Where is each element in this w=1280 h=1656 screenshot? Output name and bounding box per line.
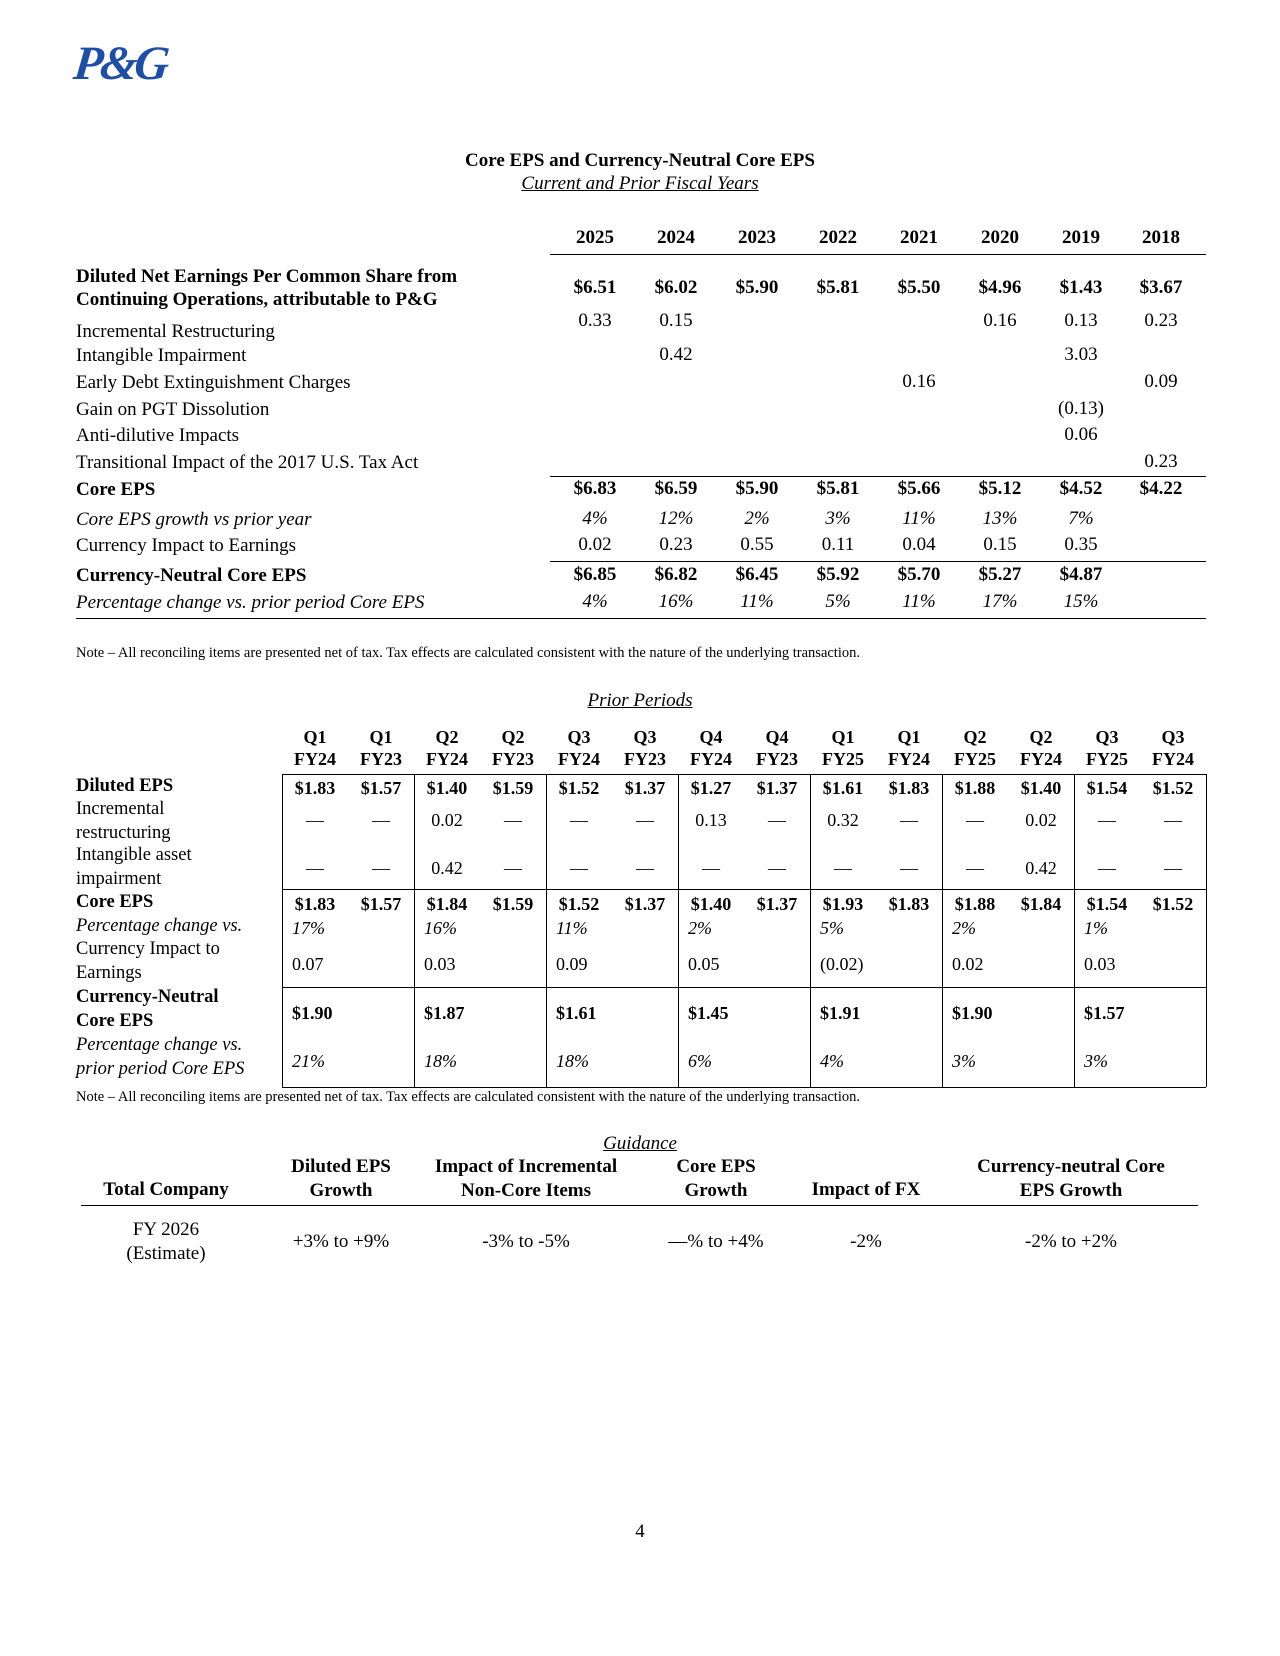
col-fiscal-year: FY24 [888, 749, 930, 769]
cell-cnpct: 4% [820, 1051, 844, 1071]
row-label: Transitional Impact of the 2017 U.S. Tax Act [76, 452, 419, 473]
guidance-header: Total Company [103, 1179, 229, 1200]
row-value: $4.96 [978, 277, 1022, 298]
cell-core: $1.83 [294, 894, 336, 914]
section2-title: Prior Periods [587, 690, 693, 711]
row-value: 0.23 [659, 534, 693, 555]
cell-impairment: — [1098, 858, 1116, 878]
guidance-value: FY 2026 (Estimate) [126, 1219, 206, 1264]
col-quarter: Q3 [567, 727, 591, 747]
cell-restructuring: — [966, 810, 984, 830]
cell-core: $1.57 [360, 894, 402, 914]
row-value: 4% [582, 591, 608, 612]
cell-cnpct: 3% [952, 1051, 976, 1071]
year-2025: 2025 [576, 227, 614, 248]
row-label: Core EPS [76, 479, 156, 500]
col-fiscal-year: FY23 [360, 749, 402, 769]
col-quarter: Q1 [303, 727, 327, 747]
row-label-diluted: Diluted EPS [76, 776, 174, 796]
cell-impairment: — [1164, 858, 1182, 878]
guidance-header: Impact of Incremental Non-Core Items [434, 1156, 618, 1201]
row-value: $3.67 [1139, 277, 1183, 298]
guidance-header: Impact of FX [811, 1179, 921, 1200]
row-label-cn: Currency-Neutral Core EPS [76, 987, 219, 1031]
page-number: 4 [635, 1521, 645, 1542]
row-label-core: Core EPS [76, 892, 154, 912]
cell-currency: 0.09 [556, 954, 588, 974]
cell-restructuring: — [636, 810, 654, 830]
row-value: $6.83 [573, 478, 617, 499]
year-2024: 2024 [657, 227, 695, 248]
row-value: 12% [658, 508, 694, 529]
guidance-value: —% to +4% [668, 1231, 764, 1252]
row-value: $4.22 [1139, 478, 1183, 499]
row-value: $5.27 [978, 564, 1022, 585]
cell-pct: 5% [820, 918, 844, 938]
col-fiscal-year: FY23 [756, 749, 798, 769]
cell-cn: $1.90 [292, 1003, 333, 1023]
row-value: $6.82 [654, 564, 698, 585]
cell-restructuring: 0.13 [695, 810, 727, 830]
row-value: 2% [744, 508, 770, 529]
cell-impairment: — [306, 858, 324, 878]
col-quarter: Q1 [369, 727, 393, 747]
cell-core: $1.84 [426, 894, 468, 914]
row-value: 13% [982, 508, 1018, 529]
row-label: Diluted Net Earnings Per Common Share from Continuing Operations, attributable to P&G [76, 266, 458, 310]
col-quarter: Q2 [963, 727, 987, 747]
subtotal-rule [550, 476, 1206, 477]
year-2021: 2021 [900, 227, 938, 248]
col-fiscal-year: FY25 [954, 749, 996, 769]
cell-impairment: — [834, 858, 852, 878]
cell-pct: 17% [292, 918, 325, 938]
cell-cn: $1.87 [424, 1003, 465, 1023]
col-fiscal-year: FY25 [822, 749, 864, 769]
cell-impairment: — [966, 858, 984, 878]
row-label: Currency-Neutral Core EPS [76, 565, 307, 586]
row-label: Incremental Restructuring [76, 321, 275, 342]
cell-currency: (0.02) [820, 954, 864, 974]
cell-core: $1.37 [756, 894, 798, 914]
row-value: $6.02 [654, 277, 698, 298]
cell-restructuring: — [768, 810, 786, 830]
row-value: (0.13) [1058, 398, 1104, 419]
col-fiscal-year: FY24 [294, 749, 336, 769]
row-value: 3.03 [1064, 344, 1098, 365]
cell-core: $1.59 [492, 894, 534, 914]
row-label-pct: Percentage change vs. [76, 916, 243, 936]
row-value: 7% [1068, 508, 1094, 529]
guidance-table [76, 1155, 1206, 1275]
cell-cn: $1.90 [952, 1003, 993, 1023]
cell-diluted: $1.52 [558, 778, 600, 798]
col-quarter: Q3 [1095, 727, 1119, 747]
cell-currency: 0.02 [952, 954, 984, 974]
col-fiscal-year: FY24 [426, 749, 468, 769]
cell-cn: $1.57 [1084, 1003, 1125, 1023]
row-value: 11% [902, 591, 936, 612]
cell-restructuring: 0.32 [827, 810, 859, 830]
col-fiscal-year: FY24 [1020, 749, 1062, 769]
cell-core: $1.52 [1152, 894, 1194, 914]
cell-cnpct: 18% [556, 1051, 589, 1071]
row-value: $4.52 [1059, 478, 1103, 499]
row-value: 0.42 [659, 344, 693, 365]
guidance-value: -3% to -5% [482, 1231, 570, 1252]
row-value: 0.13 [1064, 310, 1098, 331]
cell-impairment: — [372, 858, 390, 878]
cell-core: $1.84 [1020, 894, 1062, 914]
col-quarter: Q1 [831, 727, 855, 747]
row-value: $5.92 [816, 564, 860, 585]
row-value: $5.81 [816, 277, 860, 298]
row-label: Percentage change vs. prior period Core EPS [76, 592, 425, 613]
cell-impairment: — [900, 858, 918, 878]
row-label: Core EPS growth vs prior year [76, 509, 312, 530]
row-value: 0.23 [1144, 310, 1178, 331]
grid-divider [282, 774, 283, 1087]
cell-core: $1.52 [558, 894, 600, 914]
cell-impairment: 0.42 [431, 858, 463, 878]
cell-restructuring: — [900, 810, 918, 830]
cell-restructuring: — [1164, 810, 1182, 830]
cell-diluted: $1.83 [294, 778, 336, 798]
cell-diluted: $1.52 [1152, 778, 1194, 798]
cell-cnpct: 3% [1084, 1051, 1108, 1071]
grid-divider [810, 774, 811, 1087]
year-2023: 2023 [738, 227, 776, 248]
row-value: $5.90 [735, 277, 779, 298]
guidance-value: -2% [850, 1231, 882, 1252]
row-value: 0.15 [659, 310, 693, 331]
cell-restructuring: — [504, 810, 522, 830]
col-fiscal-year: FY23 [624, 749, 666, 769]
cell-diluted: $1.59 [492, 778, 534, 798]
cell-cnpct: 6% [688, 1051, 712, 1071]
grid-bottom [282, 1087, 1206, 1088]
row-label-impairment: Intangible asset impairment [76, 845, 192, 889]
col-quarter: Q3 [633, 727, 657, 747]
cell-restructuring: — [372, 810, 390, 830]
cell-cn: $1.61 [556, 1003, 597, 1023]
row-value: 4% [582, 508, 608, 529]
row-value: $5.66 [897, 478, 941, 499]
cell-currency: 0.07 [292, 954, 324, 974]
row-value: 0.02 [578, 534, 612, 555]
row-label: Currency Impact to Earnings [76, 535, 297, 556]
cell-cnpct: 21% [292, 1051, 325, 1071]
year-2018: 2018 [1142, 227, 1180, 248]
col-quarter: Q2 [1029, 727, 1053, 747]
col-fiscal-year: FY23 [492, 749, 534, 769]
row-value: 0.16 [983, 310, 1017, 331]
row-value: $5.90 [735, 478, 779, 499]
grid-core [282, 889, 1206, 890]
row-value: 0.55 [740, 534, 774, 555]
cell-impairment: — [570, 858, 588, 878]
row-label-currency: Currency Impact to Earnings [76, 939, 220, 983]
row-value: 5% [825, 591, 851, 612]
col-quarter: Q2 [435, 727, 459, 747]
grid-divider [1206, 774, 1207, 1087]
grid-divider [546, 774, 547, 1087]
cell-diluted: $1.37 [624, 778, 666, 798]
row-value: $5.70 [897, 564, 941, 585]
bottom-rule [76, 618, 1206, 619]
cell-core: $1.40 [690, 894, 732, 914]
col-quarter: Q4 [765, 727, 789, 747]
grid-cn [282, 987, 1206, 988]
cell-diluted: $1.83 [888, 778, 930, 798]
section2-note: Note – All reconciling items are presented net of tax. Tax effects are calculated consistent with the nature of the underlying transaction. [76, 1089, 860, 1105]
prior-periods-table [76, 727, 1206, 1087]
cell-restructuring: — [306, 810, 324, 830]
cell-pct: 2% [688, 918, 712, 938]
grid-divider [678, 774, 679, 1087]
row-value: 0.15 [983, 534, 1017, 555]
row-value: 0.09 [1144, 371, 1178, 392]
cell-diluted: $1.27 [690, 778, 732, 798]
row-value: $6.85 [573, 564, 617, 585]
row-value: 11% [902, 508, 936, 529]
guidance-rule [81, 1205, 1198, 1206]
row-value: 0.23 [1144, 451, 1178, 472]
col-fiscal-year: FY25 [1086, 749, 1128, 769]
row-value: $5.12 [978, 478, 1022, 499]
guidance-value: +3% to +9% [292, 1231, 390, 1252]
col-fiscal-year: FY24 [558, 749, 600, 769]
cell-restructuring: 0.02 [431, 810, 463, 830]
cell-core: $1.88 [954, 894, 996, 914]
header-rule [550, 254, 1206, 255]
col-quarter: Q2 [501, 727, 525, 747]
section1-subtitle: Current and Prior Fiscal Years [521, 173, 759, 194]
row-value: 0.16 [902, 371, 936, 392]
cell-core: $1.37 [624, 894, 666, 914]
row-value: $1.43 [1059, 277, 1103, 298]
row-label: Gain on PGT Dissolution [76, 399, 270, 420]
cell-pct: 1% [1084, 918, 1108, 938]
grid-divider [414, 774, 415, 1087]
cell-diluted: $1.40 [426, 778, 468, 798]
cell-pct: 11% [556, 918, 588, 938]
cell-restructuring: — [1098, 810, 1116, 830]
cell-cn: $1.91 [820, 1003, 861, 1023]
row-value: 17% [982, 591, 1018, 612]
col-fiscal-year: FY24 [690, 749, 732, 769]
cell-currency: 0.05 [688, 954, 720, 974]
cell-cn: $1.45 [688, 1003, 729, 1023]
row-value: 0.35 [1064, 534, 1098, 555]
row-label-restructuring: Incremental restructuring [76, 799, 171, 843]
section3-title: Guidance [603, 1133, 677, 1154]
cell-pct: 16% [424, 918, 457, 938]
row-label: Early Debt Extinguishment Charges [76, 372, 351, 393]
row-value: $6.51 [573, 277, 617, 298]
row-label-cnpct: Percentage change vs. prior period Core EPS [76, 1035, 245, 1079]
cell-restructuring: — [570, 810, 588, 830]
cell-impairment: — [504, 858, 522, 878]
row-value: $4.87 [1059, 564, 1103, 585]
grid-divider [942, 774, 943, 1087]
cell-impairment: — [702, 858, 720, 878]
cell-core: $1.83 [888, 894, 930, 914]
cell-impairment: — [636, 858, 654, 878]
grid-top [282, 774, 1206, 775]
col-quarter: Q3 [1161, 727, 1185, 747]
cell-currency: 0.03 [424, 954, 456, 974]
row-value: 11% [740, 591, 774, 612]
col-fiscal-year: FY24 [1152, 749, 1194, 769]
cell-impairment: — [768, 858, 786, 878]
cell-currency: 0.03 [1084, 954, 1116, 974]
col-quarter: Q1 [897, 727, 921, 747]
grid-divider [1074, 774, 1075, 1087]
row-value: 3% [825, 508, 851, 529]
guidance-header: Diluted EPS Growth [291, 1156, 391, 1201]
year-2022: 2022 [819, 227, 857, 248]
year-2019: 2019 [1062, 227, 1100, 248]
section1-title: Core EPS and Currency-Neutral Core EPS [465, 150, 815, 171]
section1-note: Note – All reconciling items are presented net of tax. Tax effects are calculated consistent with the nature of the underlying transaction. [76, 645, 860, 661]
row-value: 0.33 [578, 310, 612, 331]
guidance-header: Core EPS Growth [676, 1156, 756, 1201]
row-value: 16% [658, 591, 694, 612]
cell-core: $1.93 [822, 894, 864, 914]
cell-core: $1.54 [1086, 894, 1128, 914]
row-value: $5.81 [816, 478, 860, 499]
cell-diluted: $1.40 [1020, 778, 1062, 798]
row-value: 0.06 [1064, 424, 1098, 445]
pg-logo: P&G [71, 37, 170, 90]
col-quarter: Q4 [699, 727, 723, 747]
row-value: 0.11 [821, 534, 855, 555]
cell-cnpct: 18% [424, 1051, 457, 1071]
guidance-header: Currency-neutral Core EPS Growth [977, 1156, 1165, 1201]
guidance-value: -2% to +2% [1025, 1231, 1117, 1252]
cell-diluted: $1.37 [756, 778, 798, 798]
cell-diluted: $1.61 [822, 778, 864, 798]
row-value: 0.04 [902, 534, 936, 555]
cell-pct: 2% [952, 918, 976, 938]
cell-diluted: $1.54 [1086, 778, 1128, 798]
cell-diluted: $1.88 [954, 778, 996, 798]
row-value: $6.45 [735, 564, 779, 585]
row-value: 15% [1063, 591, 1099, 612]
row-label: Anti-dilutive Impacts [76, 425, 240, 446]
cell-diluted: $1.57 [360, 778, 402, 798]
cell-impairment: 0.42 [1025, 858, 1057, 878]
year-2020: 2020 [981, 227, 1019, 248]
row-value: $5.50 [897, 277, 941, 298]
row-value: $6.59 [654, 478, 698, 499]
cell-restructuring: 0.02 [1025, 810, 1057, 830]
row-label: Intangible Impairment [76, 345, 247, 366]
currency-rule [550, 561, 1206, 562]
